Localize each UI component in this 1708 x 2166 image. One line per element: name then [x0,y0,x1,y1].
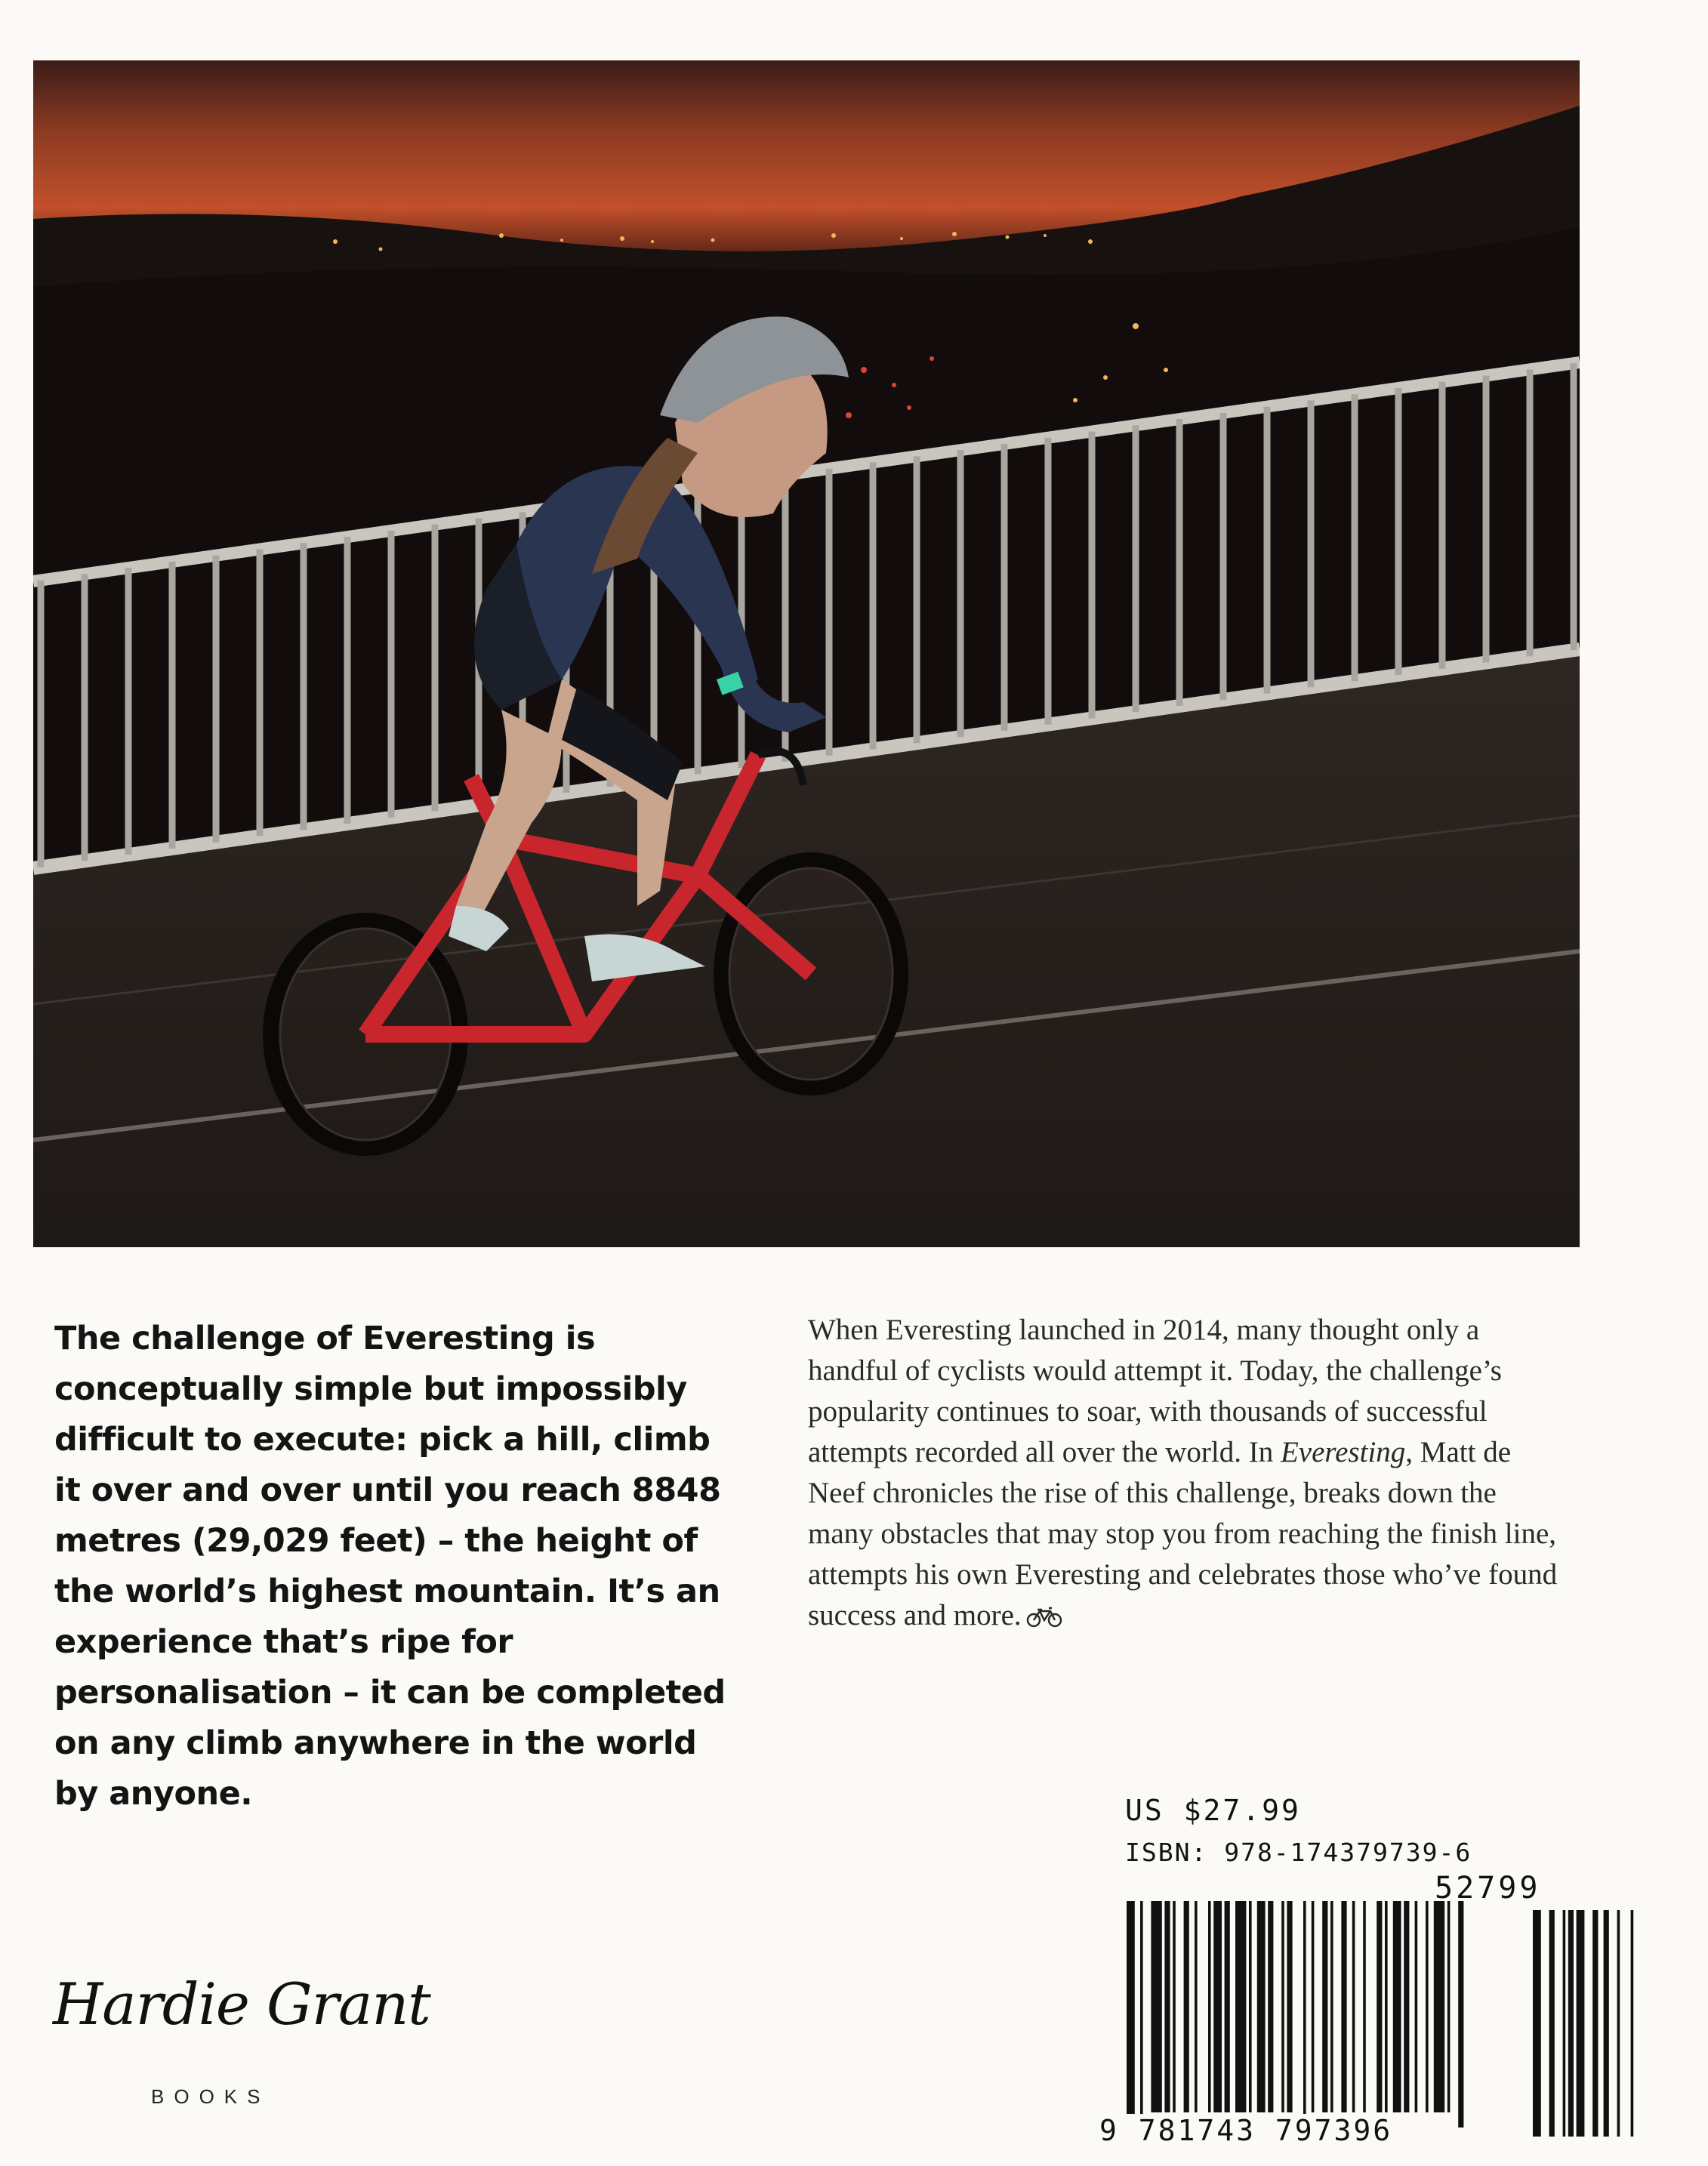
publisher-logo [53,1970,430,2129]
barcode-bar [1434,1901,1444,2112]
barcode-addon-bar [1592,1910,1598,2137]
barcode-bar [1352,1901,1355,2112]
barcode-addon-bar [1533,1910,1541,2137]
barcode-bar [1322,1901,1327,2112]
barcode-bar [1127,1901,1135,2127]
book-title: Everesting [1280,1436,1406,1468]
barcode-addon-bar [1617,1910,1620,2137]
barcode-bar [1140,1901,1143,2127]
barcode-addon-bar [1563,1910,1566,2137]
isbn-label: ISBN: 978-174379739-6 [1125,1838,1472,1867]
cyclist-at-dusk-photo [33,60,1580,1247]
barcode-bar [1184,1901,1189,2112]
blurb-text: The challenge of Everesting is conceptually simple but impossibly difficult to execute: pick a hill, climb it over and over until you reach 8848 metres (29,029 feet) – the height of the world’s highest mountain. It’s an experience that’s ripe for personalisation – it can be completed on any climb anywhere in the world by anyone. [54,1320,726,1813]
barcode-bar [1458,1901,1463,2127]
bicycle-icon [1026,1598,1062,1639]
barcode-bar [1195,1901,1198,2112]
price-label: US $27.99 [1125,1794,1301,1827]
description-part2: , Matt de Neef chronicles the rise of this challenge, breaks down the many obstacles that may stop you from reaching the finish line, attempts his own Everesting and celebrates those who’ve found success and more. [808,1436,1558,1631]
publisher-imprint: BOOKS [151,2085,270,2108]
barcode-bar [1393,1901,1401,2112]
barcode-bar [1249,1901,1252,2112]
publisher-name: Hardie Grant [53,1970,430,2038]
barcode-bar [1225,1901,1230,2112]
barcode-bar [1235,1901,1246,2112]
barcode [1104,1871,1648,2150]
description-part1: When Everesting launched in 2014, many thought only a handful of cyclists would attempt it. Today, the challenge’s popularity continues to soar, with thousands of successful attempts recorded all over the world. In [808,1314,1502,1468]
barcode-bar [1363,1901,1366,2112]
cover-photo [33,60,1580,1247]
barcode-addon-number: 52799 [1435,1871,1541,1906]
barcode-ean-number: 9 781743 797396 [1096,2114,1395,2147]
barcode-bar [1426,1901,1429,2112]
barcode-bars [1104,1871,1648,2150]
barcode-bar [1330,1901,1333,2112]
barcode-addon-bar [1631,1910,1634,2137]
barcode-bar [1164,1901,1170,2112]
barcode-addon-bar [1604,1910,1609,2137]
barcode-bar [1377,1901,1382,2112]
barcode-addon-bar [1549,1910,1555,2137]
barcode-bar [1303,1901,1306,2127]
barcode-bar [1268,1901,1273,2112]
barcode-bar [1341,1901,1346,2112]
barcode-bar [1415,1901,1418,2112]
barcode-bar [1447,1901,1451,2112]
barcode-bar [1385,1901,1388,2112]
barcode-addon-bar [1577,1910,1585,2137]
barcode-bar [1257,1901,1266,2112]
barcode-bar [1173,1901,1176,2112]
barcode-bar [1404,1901,1409,2112]
barcode-bar [1287,1901,1292,2112]
barcode-addon-bar [1568,1910,1574,2137]
barcode-bar [1208,1901,1211,2112]
barcode-bar [1312,1901,1315,2112]
barcode-bar [1281,1901,1284,2112]
barcode-bar [1151,1901,1161,2112]
description-text [808,1310,1563,1639]
barcode-bar [1213,1901,1222,2112]
